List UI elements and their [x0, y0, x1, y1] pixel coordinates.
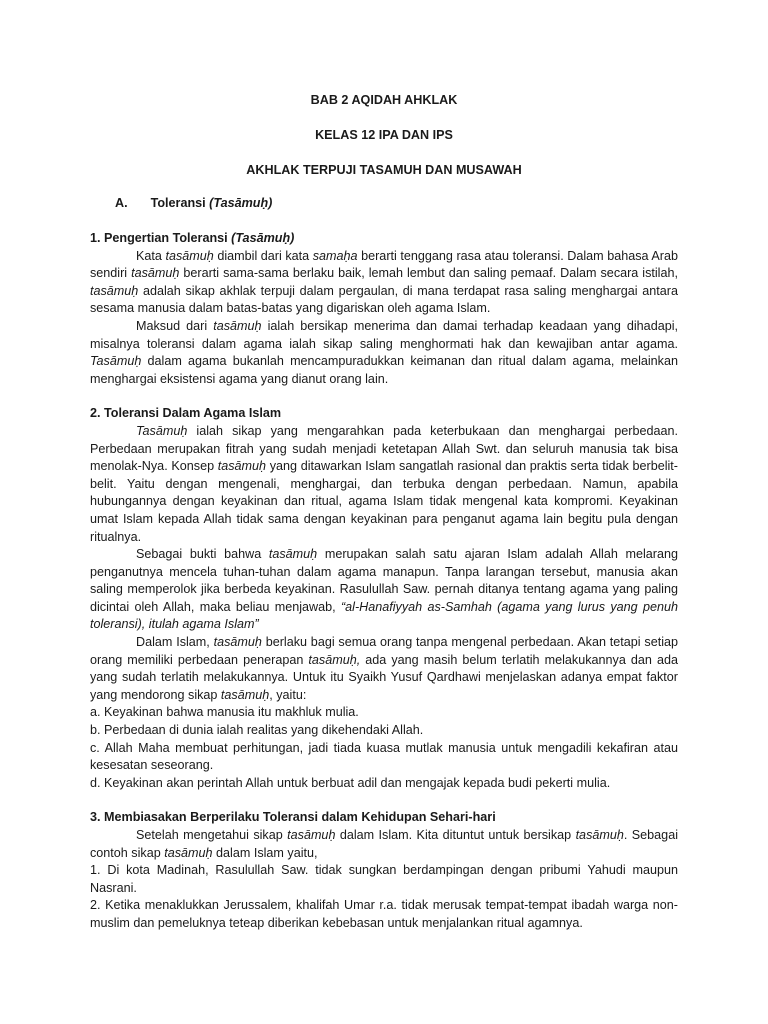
body-content	[90, 230, 678, 933]
section-1-heading-text: 1. Pengertian Toleransi	[90, 231, 228, 245]
section-1-heading	[90, 230, 678, 248]
section-1-paragraph-2: Maksud dari tasāmuḥ ialah bersikap menerima dan damai terhadap keadaan yang dihadapi, misalnya toleransi dalam agama ialah sikap saling menghormati hak dan kewajiban antar agama. Tasāmuḥ dalam agama bukanlah mencampuradukkan keimanan dan ritual dalam agama, melainkan menghargai eksistensi agama yang dianut orang lain.	[90, 318, 678, 386]
list-item: c. Allah Maha membuat perhitungan, jadi tiada kuasa mutlak manusia untuk mengadili kekafiran atau kesesatan seseorang.	[90, 740, 678, 773]
section-a-letter: A.	[115, 196, 128, 210]
section-2-heading: 2. Toleransi Dalam Agama Islam	[90, 406, 282, 421]
section-a-title-italic: (Tasāmuḥ)	[209, 196, 273, 210]
section-a-title: Toleransi	[150, 196, 206, 210]
section-1-paragraph-1: Kata tasāmuḥ diambil dari kata samaḥa berarti tenggang rasa atau toleransi. Dalam bahasa Arab sendiri tasāmuḥ berarti sama-sama berlaku baik, lemah lembut dan saling pemaaf. Dalam secara istilah, tasāmuḥ adalah sikap akhlak terpuji dalam pergaulan, di mana terdapat rasa saling menghargai antara sesama manusia dalam batas-batas yang digariskan oleh agama Islam.	[90, 248, 678, 316]
section-2-paragraph-1: Tasāmuḥ ialah sikap yang mengarahkan pada keterbukaan dan menghargai perbedaan. Perbedaan merupakan fitrah yang sudah menjadi ketetapan Allah Swt. dan seluruh manusia tak bisa menolak-Nya. Konsep tasāmuḥ yang ditawarkan Islam sangatlah rasional dan praktis serta tidak berbelit-belit. Yaitu dengan mengenali, menghargai, dan terbuka dengan perbedaan. Namun, apabila hubungannya dengan keyakinan dan ritual, agama Islam tidak mengenal kata kompromi. Keyakinan umat Islam kepada Allah tidak sama dengan keyakinan para penganut agama lain begitu pula dengan ritualnya.	[90, 423, 678, 544]
chapter-title: BAB 2 AQIDAH AHKLAK	[310, 93, 458, 107]
section-1-heading-italic: (Tasāmuḥ)	[231, 231, 295, 245]
class-title: KELAS 12 IPA DAN IPS	[315, 128, 453, 142]
list-item: a. Keyakinan bahwa manusia itu makhluk mulia.	[90, 705, 359, 720]
section-3-heading: 3. Membiasakan Berperilaku Toleransi dalam Kehidupan Sehari-hari	[90, 810, 496, 825]
list-item: 2. Ketika menaklukkan Jerussalem, khalifah Umar r.a. tidak merusak tempat-tempat ibadah warga non-muslim dan pemeluknya teteap diberikan kebebasan untuk menjalankan ritual agamnya.	[90, 898, 678, 930]
section-3-paragraph-1: Setelah mengetahui sikap tasāmuḥ dalam Islam. Kita dituntut untuk bersikap tasāmuḥ. Sebagai contoh sikap tasāmuḥ dalam Islam yaitu,	[90, 828, 678, 860]
list-item: 1. Di kota Madinah, Rasulullah Saw. tidak sungkan berdampingan dengan pribumi Yahudi maupun Nasrani.	[90, 863, 678, 895]
section-a-heading	[115, 195, 703, 213]
section-2-paragraph-3: Dalam Islam, tasāmuḥ berlaku bagi semua orang tanpa mengenal perbedaan. Akan tetapi setiap orang memiliki perbedaan penerapan tasāmuḥ, ada yang masih belum terlatih melakukannya dan ada yang sudah terlatih melakukannya. Untuk itu Syaikh Yusuf Qardhawi menjelaskan adanya empat faktor yang mendorong sikap tasāmuḥ, yaitu:	[90, 635, 679, 702]
topic-title: AKHLAK TERPUJI TASAMUH DAN MUSAWAH	[246, 163, 522, 177]
section-2-paragraph-2: Sebagai bukti bahwa tasāmuḥ merupakan salah satu ajaran Islam adalah Allah melarang penganutnya mencela tuhan-tuhan dalam agama manapun. Tanpa larangan tersebut, manusia akan saling memperolok jika berbeda keyakinan. Rasulullah Saw. pernah ditanya tentang agama yang paling dicintai oleh Allah, maka beliau menjawab, “al-Hanafiyyah as-Samhah (agama yang lurus yang penuh toleransi), itulah agama Islam”	[90, 547, 678, 632]
list-item: d. Keyakinan akan perintah Allah untuk berbuat adil dan mengajak kepada budi pekerti mulia.	[90, 775, 611, 790]
list-item: b. Perbedaan di dunia ialah realitas yang dikehendaki Allah.	[90, 723, 424, 738]
